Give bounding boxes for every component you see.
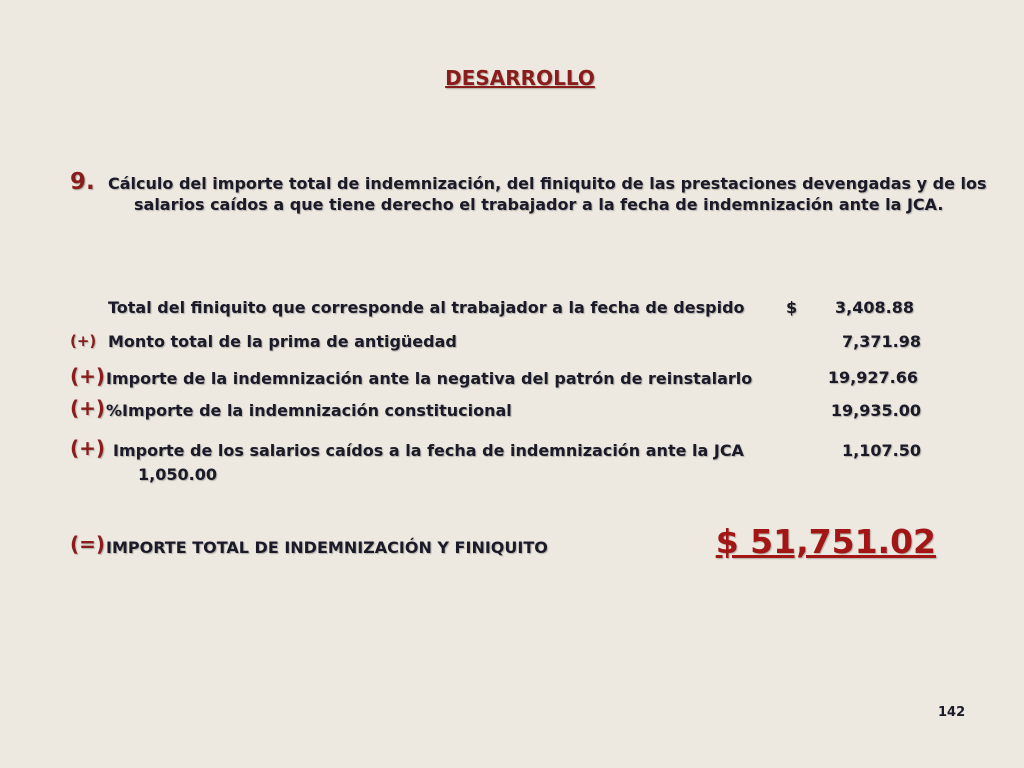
row-prefix-salarios: (+)	[70, 436, 106, 460]
row-label-constitucional: %Importe de la indemnización constitucional	[106, 401, 512, 420]
row-currency-finiquito: $	[786, 298, 798, 317]
row-amount-constitucional: 19,935.00	[830, 401, 921, 420]
total-amount: $ 51,751.02	[715, 522, 936, 561]
total-prefix: (=)	[70, 532, 106, 556]
point-number: 9.	[70, 169, 95, 195]
total-label: IMPORTE TOTAL DE INDEMNIZACIÓN Y FINIQUITO	[106, 538, 548, 557]
row-prefix-constitucional: (+)	[70, 396, 106, 420]
point-description: Cálculo del importe total de indemnización, del finiquito de las prestaciones devengadas y de los salarios caídos a que tiene derecho el trabajador a la fecha de indemnización ante la JCA.	[108, 174, 987, 214]
row-prefix-prima: (+)	[70, 332, 97, 350]
row-prefix-reinstalar: (+)	[70, 364, 106, 388]
page-title: DESARROLLO	[445, 66, 595, 90]
row-label-prima: Monto total de la prima de antigüedad	[108, 332, 457, 351]
row-label-reinstalar: Importe de la indemnización ante la negativa del patrón de reinstalarlo	[106, 369, 753, 388]
row-label-salarios: Importe de los salarios caídos a la fecha de indemnización ante la JCA	[113, 441, 744, 460]
page-number: 142	[938, 705, 966, 720]
row-amount-finiquito: 3,408.88	[835, 298, 914, 317]
row-amount-prima: 7,371.98	[842, 332, 921, 351]
row-amount-reinstalar: 19,927.66	[827, 368, 918, 387]
row-label-finiquito: Total del finiquito que corresponde al trabajador a la fecha de despido	[108, 298, 745, 317]
row-extra-salarios: 1,050.00	[138, 465, 217, 484]
row-amount-salarios: 1,107.50	[842, 441, 921, 460]
